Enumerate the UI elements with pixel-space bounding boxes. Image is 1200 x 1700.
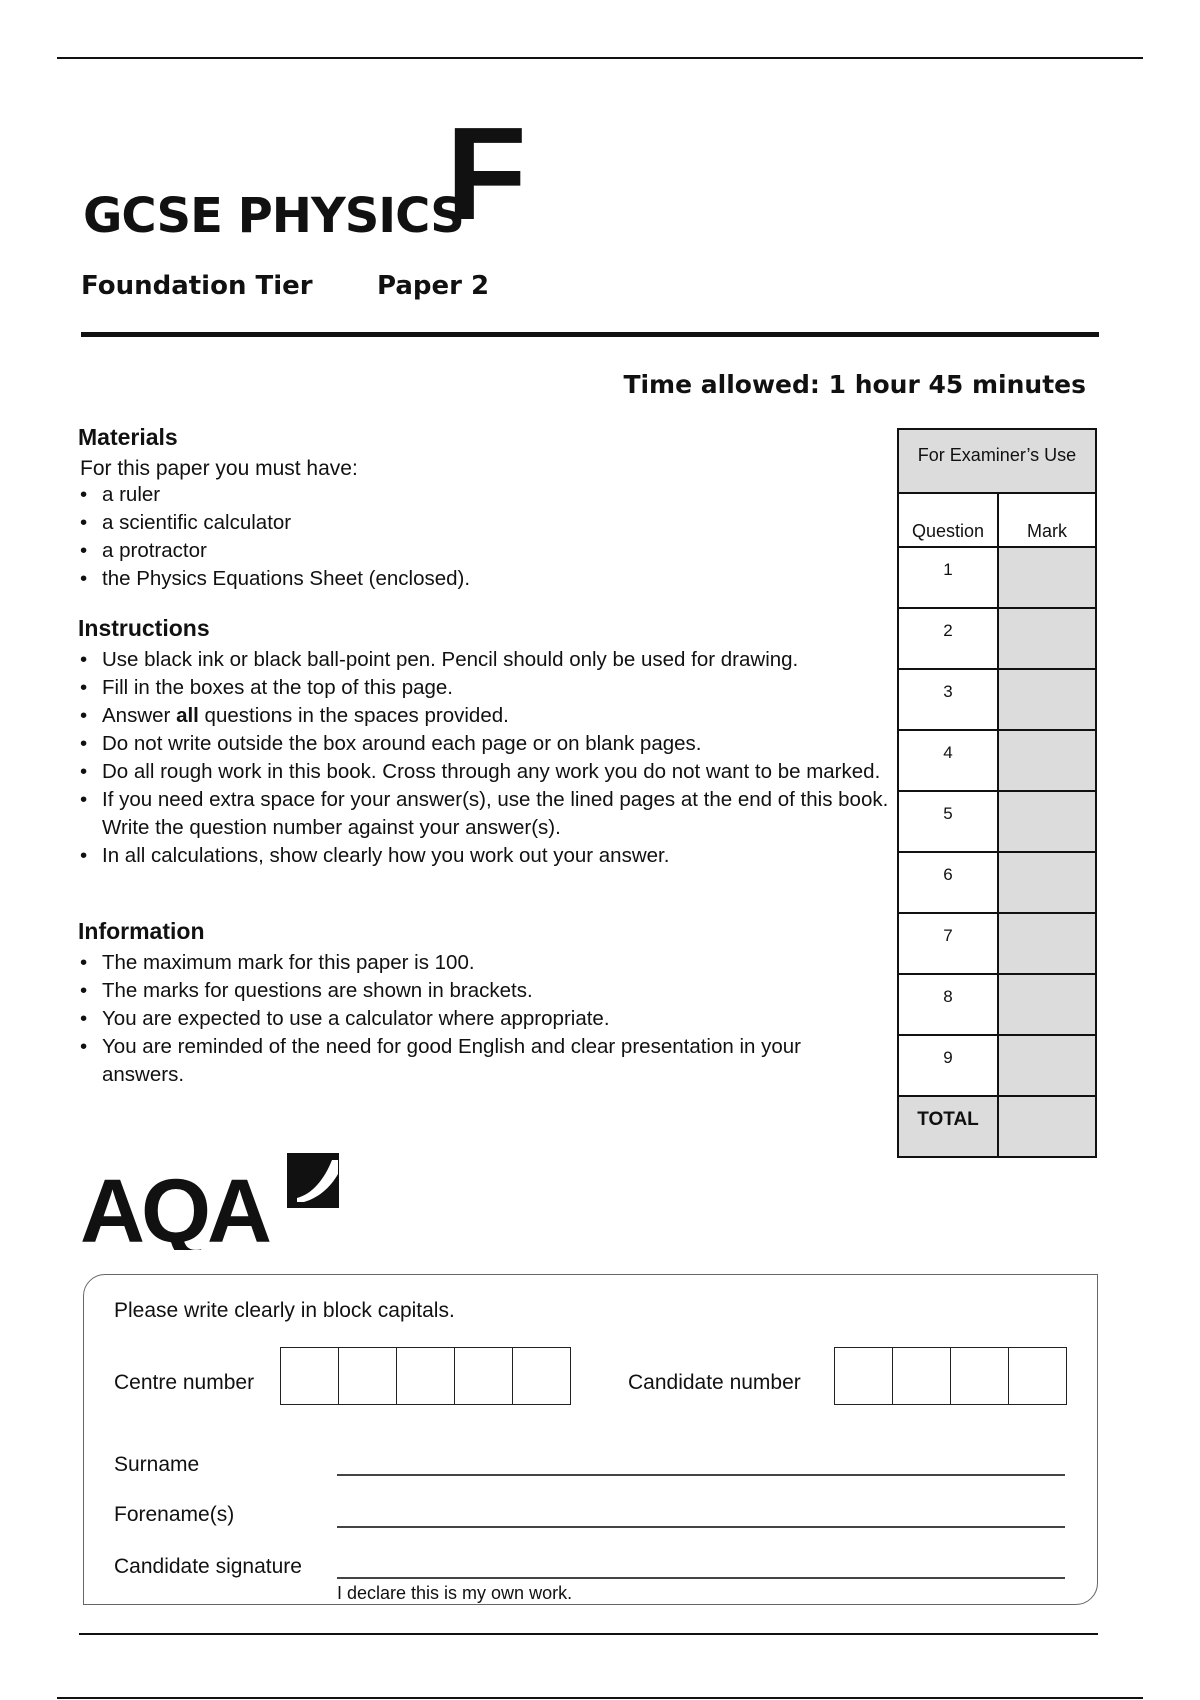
table-row (899, 609, 1095, 670)
question-number: 6 (899, 853, 999, 912)
question-number: 5 (899, 792, 999, 851)
tier-label: Foundation Tier (81, 271, 313, 301)
digit-box[interactable] (951, 1348, 1009, 1404)
instructions-heading: Instructions (78, 615, 210, 641)
total-row (899, 1097, 1095, 1156)
total-mark-cell (999, 1097, 1095, 1156)
bottom-rule (79, 1633, 1098, 1635)
list-item: • If you need extra space for your answer(s), use the lined pages at the end of this book. Write the question number against your answer(s). (78, 786, 898, 842)
candidate-number-label: Candidate number (628, 1371, 801, 1394)
mark-cell (999, 792, 1095, 851)
list-item: • a scientific calculator (78, 509, 878, 537)
question-number: 2 (899, 609, 999, 668)
question-number: 3 (899, 670, 999, 729)
list-item: • a ruler (78, 481, 878, 509)
table-row (899, 914, 1095, 975)
forename-label: Forename(s) (114, 1503, 235, 1526)
table-row (899, 853, 1095, 914)
question-number: 1 (899, 548, 999, 607)
question-number: 9 (899, 1036, 999, 1095)
forename-line[interactable] (337, 1526, 1065, 1528)
centre-number-boxes[interactable] (280, 1347, 571, 1405)
materials-list (78, 481, 878, 593)
question-number: 7 (899, 914, 999, 973)
question-column-header: Question (899, 494, 999, 546)
examiner-use-heading: For Examiner’s Use (899, 430, 1095, 494)
candidate-number-boxes[interactable] (834, 1347, 1067, 1405)
surname-label: Surname (114, 1453, 200, 1476)
time-allowed: Time allowed: 1 hour 45 minutes (623, 370, 1086, 399)
digit-box[interactable] (513, 1348, 570, 1404)
question-number: 4 (899, 731, 999, 790)
digit-box[interactable] (455, 1348, 513, 1404)
list-item: • The marks for questions are shown in brackets. (78, 977, 878, 1005)
list-item: • Fill in the boxes at the top of this page. (78, 674, 898, 702)
mark-cell (999, 975, 1095, 1034)
list-item: • the Physics Equations Sheet (enclosed). (78, 565, 878, 593)
aqa-logo-graphic (80, 1150, 350, 1250)
mark-cell (999, 853, 1095, 912)
page-bottom-rule (57, 1697, 1143, 1699)
tier-letter: F (446, 100, 527, 247)
digit-box[interactable] (835, 1348, 893, 1404)
mark-cell (999, 670, 1095, 729)
centre-number-label: Centre number (114, 1371, 255, 1394)
question-number: 8 (899, 975, 999, 1034)
header-rule (81, 332, 1099, 337)
paper-number: Paper 2 (377, 271, 490, 301)
list-item: • Use black ink or black ball-point pen. Pencil should only be used for drawing. (78, 646, 898, 674)
digit-box[interactable] (893, 1348, 951, 1404)
table-row (899, 792, 1095, 853)
list-item: • You are expected to use a calculator where appropriate. (78, 1005, 878, 1033)
declaration-text: I declare this is my own work. (337, 1583, 573, 1603)
digit-box[interactable] (339, 1348, 397, 1404)
signature-line[interactable] (337, 1577, 1065, 1579)
instructions-list (78, 646, 898, 870)
list-item: • The maximum mark for this paper is 100. (78, 949, 878, 977)
candidate-details-box (83, 1274, 1098, 1605)
list-item: • a protractor (78, 537, 878, 565)
mark-cell (999, 731, 1095, 790)
mark-cell (999, 914, 1095, 973)
list-item: • Answer all questions in the spaces provided. (78, 702, 898, 730)
aqa-tick-icon (287, 1153, 339, 1208)
paper-title: GCSE PHYSICS (83, 188, 464, 244)
materials-intro: For this paper you must have: (80, 457, 358, 480)
list-item: • In all calculations, show clearly how you work out your answer. (78, 842, 898, 870)
table-row (899, 731, 1095, 792)
mark-column-header: Mark (1027, 521, 1067, 541)
digit-box[interactable] (281, 1348, 339, 1404)
information-heading: Information (78, 918, 205, 944)
surname-line[interactable] (337, 1474, 1065, 1476)
information-list (78, 949, 878, 1089)
digit-box[interactable] (1009, 1348, 1066, 1404)
materials-section (78, 424, 878, 593)
signature-label: Candidate signature (114, 1555, 302, 1578)
table-row (899, 975, 1095, 1036)
materials-heading: Materials (78, 424, 178, 450)
examiner-use-table (897, 428, 1097, 1158)
list-item: • Do not write outside the box around each page or on blank pages. (78, 730, 898, 758)
aqa-logo-text: AQA (80, 1162, 268, 1250)
information-section (78, 918, 878, 1089)
mark-cell (999, 609, 1095, 668)
mark-cell (999, 1036, 1095, 1095)
aqa-logo (80, 1150, 350, 1250)
instructions-section (78, 615, 898, 870)
table-row (899, 1036, 1095, 1097)
examiner-table-header (899, 494, 1095, 548)
mark-cell (999, 548, 1095, 607)
total-label: TOTAL (899, 1097, 999, 1156)
table-row (899, 548, 1095, 609)
list-item: • Do all rough work in this book. Cross through any work you do not want to be marked. (78, 758, 892, 786)
top-rule (57, 57, 1143, 59)
digit-box[interactable] (397, 1348, 455, 1404)
list-item: • You are reminded of the need for good English and clear presentation in your answers. (78, 1033, 882, 1089)
block-capitals-instruction: Please write clearly in block capitals. (114, 1299, 455, 1322)
table-row (899, 670, 1095, 731)
